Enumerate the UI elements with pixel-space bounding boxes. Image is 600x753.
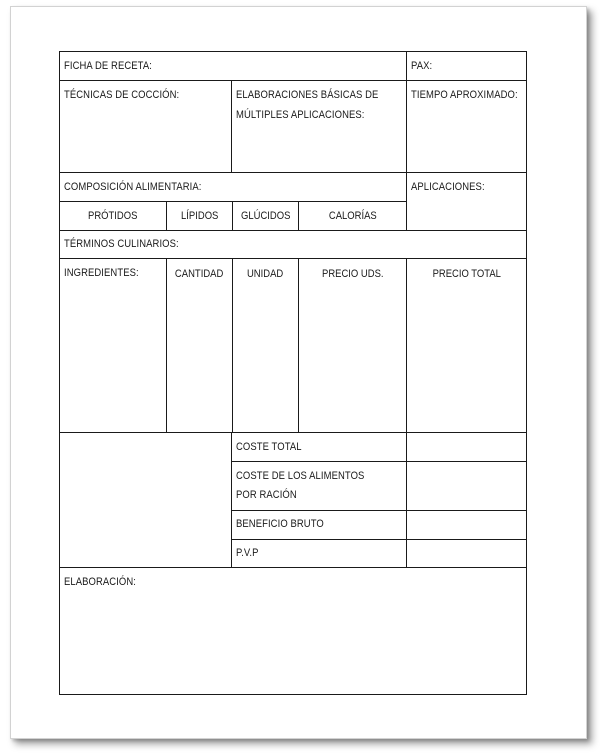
rule-ingredients-end	[59, 432, 527, 433]
frame-top	[59, 51, 527, 52]
frame-bottom	[59, 694, 527, 695]
beneficio-bruto-label: BENEFICIO BRUTO	[236, 518, 324, 530]
frame-right	[526, 51, 527, 695]
precio-uds-header: PRECIO UDS.	[321, 268, 384, 280]
col-right-main	[406, 51, 407, 231]
col-precio-total-left	[406, 258, 407, 433]
coste-total-label: COSTE TOTAL	[236, 441, 302, 453]
rule-beneficio	[231, 539, 527, 540]
col-costing-label-left	[231, 432, 232, 568]
pvp-label: P.V.P	[236, 547, 259, 559]
elaboraciones-basicas-label-line2: MÚLTIPLES APLICACIONES:	[236, 109, 365, 121]
composicion-alimentaria-label: COMPOSICIÓN ALIMENTARIA:	[64, 181, 202, 193]
rule-nutrients	[59, 230, 527, 231]
unidad-header: UNIDAD	[247, 268, 284, 280]
col-precio-uds-left	[298, 258, 299, 433]
tiempo-aproximado-label: TIEMPO APROXIMADO:	[411, 89, 518, 101]
rule-composition	[59, 201, 407, 202]
ingredientes-header: INGREDIENTES:	[64, 267, 139, 279]
precio-total-header: PRECIO TOTAL	[432, 268, 501, 280]
terminos-culinarios-label: TÉRMINOS CULINARIOS:	[64, 238, 179, 250]
col-cantidad-left	[166, 258, 167, 433]
rule-techniques	[59, 172, 527, 173]
coste-alimentos-label-line2: POR RACIÓN	[236, 489, 297, 501]
aplicaciones-label: APLICACIONES:	[411, 181, 485, 193]
frame-left	[59, 51, 60, 695]
col-costing-value-left	[406, 432, 407, 568]
calorias-header: CALORÍAS	[328, 210, 377, 222]
cantidad-header: CANTIDAD	[175, 268, 224, 280]
pax-label: PAX:	[411, 60, 433, 72]
rule-header	[59, 80, 527, 81]
protidos-header: PRÓTIDOS	[88, 210, 138, 222]
rule-coste-racion	[231, 510, 527, 511]
rule-coste-total	[231, 461, 527, 462]
col-unidad-left	[232, 258, 233, 433]
coste-alimentos-label-line1: COSTE DE LOS ALIMENTOS	[236, 470, 365, 482]
lipidos-header: LÍPIDOS	[180, 210, 219, 222]
ficha-receta-label: FICHA DE RECETA:	[64, 60, 152, 72]
tecnicas-coccion-label: TÉCNICAS DE COCCIÓN:	[64, 89, 180, 101]
elaboracion-label: ELABORACIÓN:	[64, 576, 137, 588]
rule-terms	[59, 258, 527, 259]
rule-costing-end	[59, 567, 527, 568]
glucidos-header: GLÚCIDOS	[240, 210, 291, 222]
col-elaboraciones	[231, 80, 232, 173]
elaboraciones-basicas-label-line1: ELABORACIONES BÁSICAS DE	[236, 89, 379, 101]
